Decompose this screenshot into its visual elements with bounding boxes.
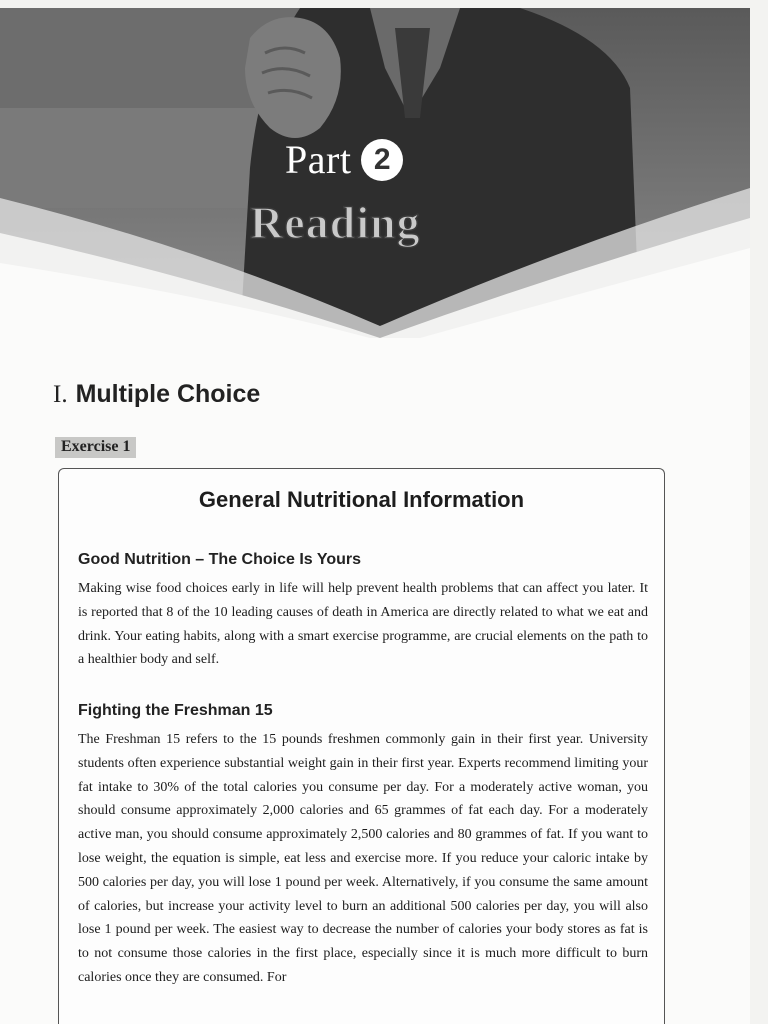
part-banner xyxy=(0,8,750,338)
article-subheading: Good Nutrition – The Choice Is Yours xyxy=(78,551,361,568)
part-heading xyxy=(285,136,403,183)
section-heading xyxy=(53,380,260,409)
part-title: Reading xyxy=(250,197,421,248)
article-subheading: Fighting the Freshman 15 xyxy=(78,702,273,719)
part-number-badge: 2 xyxy=(361,139,403,181)
article-title: General Nutritional Information xyxy=(198,487,525,512)
textbook-page xyxy=(0,8,750,1024)
exercise-label: Exercise 1 xyxy=(55,437,136,458)
part-label: Part xyxy=(285,137,352,182)
article-box xyxy=(58,468,665,1024)
article-paragraph: The Freshman 15 refers to the 15 pounds freshmen commonly gain in their first year. University students often experience substantial weight gain in their first year. Experts recommend limiting your fat intake to 30% of the total calories you consume per day. For a moderately active woman, you should consume approximately 2,000 calories and 65 grammes of fat each day. For a moderately active man, you should consume approximately 2,500 calories and 80 grammes of fat. If you want to lose weight, the equation is simple, eat less and exercise more. If you reduce your caloric intake by 500 calories per day, you will lose 1 pound per week. Alternatively, if you consume the same amount of calories, but increase your activity level to burn an additional 500 calories per day, you will also lose 1 pound per week. The easiest way to decrease the number of calories your body stores as fat is to not consume those calories in the first place, especially since it is much more difficult to burn calories once they are consumed. For xyxy=(78,732,648,985)
section-number: I. xyxy=(53,381,68,408)
article-paragraph: Making wise food choices early in life will help prevent health problems that can affect you later. It is reported that 8 of the 10 leading causes of death in America are directly related to what we eat and drink. Your eating habits, along with a smart exercise programme, are crucial elements on the path to a healthier body and self. xyxy=(78,581,648,668)
section-title: Multiple Choice xyxy=(75,380,261,408)
